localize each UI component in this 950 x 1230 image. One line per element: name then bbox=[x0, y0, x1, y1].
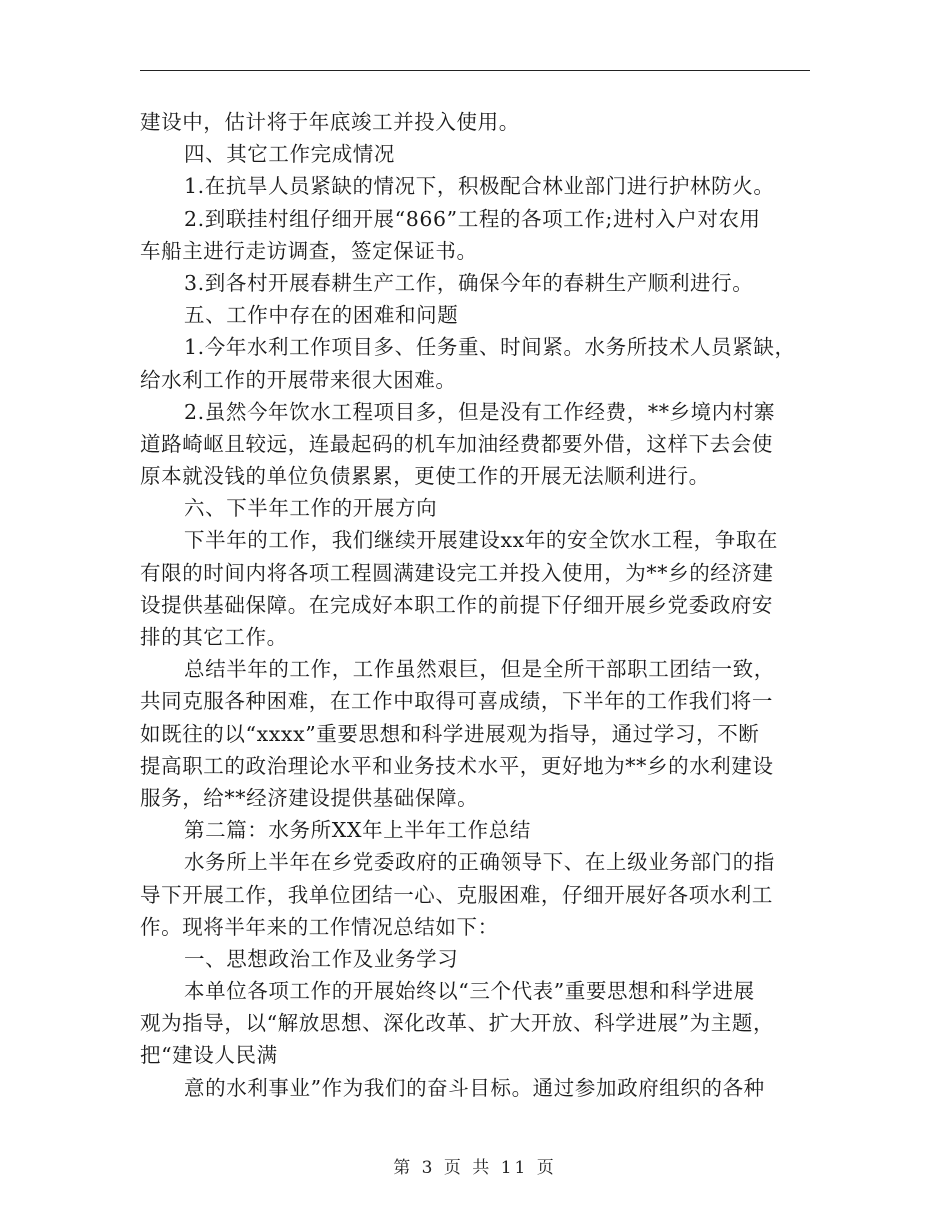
text-line: 下半年的工作，我们继续开展建设xx年的安全饮水工程，争取在 bbox=[184, 528, 779, 553]
text-line: 道路崎岖且较远，连最起码的机车加油经费都要外借，这样下去会使 bbox=[140, 431, 773, 456]
text-line: 建设中，估计将于年底竣工并投入使用。 bbox=[140, 110, 520, 134]
text-line: 把“建设人民满 bbox=[140, 1043, 278, 1068]
text-line: 本单位各项工作的开展始终以“三个代表”重要思想和科学进展 bbox=[184, 979, 755, 1004]
text-line: 意的水利事业”作为我们的奋斗目标。通过参加政府组织的各种 bbox=[184, 1075, 765, 1100]
text-line: 六、下半年工作的开展方向 bbox=[184, 496, 438, 521]
text-line: 水务所上半年在乡党委政府的正确领导下、在上级业务部门的指 bbox=[184, 850, 775, 875]
text-line: 有限的时间内将各项工程圆满建设完工并投入使用，为**乡的经济建 bbox=[140, 560, 774, 585]
text-line: 1.今年水利工作项目多、任务重、时间紧。水务所技术人员紧缺， bbox=[184, 335, 796, 360]
text-line: 2.虽然今年饮水工程项目多，但是没有工作经费，**乡境内村寨 bbox=[184, 399, 776, 424]
text-line: 车船主进行走访调查，签定保证书。 bbox=[140, 238, 478, 263]
text-line: 共同克服各种困难，在工作中取得可喜成绩，下半年的工作我们将一 bbox=[140, 689, 773, 714]
document-body bbox=[140, 106, 810, 1104]
header-rule bbox=[140, 70, 810, 71]
text-line: 一、思想政治工作及业务学习 bbox=[184, 946, 459, 971]
text-line: 3.到各村开展春耕生产工作，确保今年的春耕生产顺利进行。 bbox=[184, 270, 754, 295]
text-line: 2.到联挂村组仔细开展“866”工程的各项工作;进村入户对农用 bbox=[184, 206, 761, 231]
text-line: 四、其它工作完成情况 bbox=[184, 142, 395, 167]
text-line: 提高职工的政治理论水平和业务技术水平，更好地为**乡的水利建设 bbox=[140, 753, 774, 778]
text-line: 设提供基础保障。在完成好本职工作的前提下仔细开展乡党委政府安 bbox=[140, 592, 773, 617]
text-line: 总结半年的工作，工作虽然艰巨，但是全所干部职工团结一致， bbox=[184, 657, 775, 682]
text-line: 导下开展工作，我单位团结一心、克服困难，仔细开展好各项水利工 bbox=[140, 882, 773, 907]
text-line: 1.在抗旱人员紧缺的情况下，积极配合林业部门进行护林防火。 bbox=[184, 174, 775, 199]
text-line: 给水利工作的开展带来很大困难。 bbox=[140, 367, 457, 392]
text-line: 观为指导，以“解放思想、深化改革、扩大开放、科学进展”为主题， bbox=[140, 1011, 775, 1036]
text-line: 第二篇：水务所XX年上半年工作总结 bbox=[184, 818, 531, 843]
text-line: 如既往的以“xxxx”重要思想和科学进展观为指导，通过学习，不断 bbox=[140, 721, 760, 746]
text-line: 服务，给**经济建设提供基础保障。 bbox=[140, 785, 479, 810]
page-footer: 第 3 页 共 11 页 bbox=[393, 1158, 557, 1178]
text-line: 原本就没钱的单位负债累累，更使工作的开展无法顺利进行。 bbox=[140, 464, 710, 489]
text-line: 排的其它工作。 bbox=[140, 625, 288, 649]
text-line: 作。现将半年来的工作情况总结如下： bbox=[140, 914, 499, 939]
text-line: 五、工作中存在的困难和问题 bbox=[184, 303, 459, 328]
